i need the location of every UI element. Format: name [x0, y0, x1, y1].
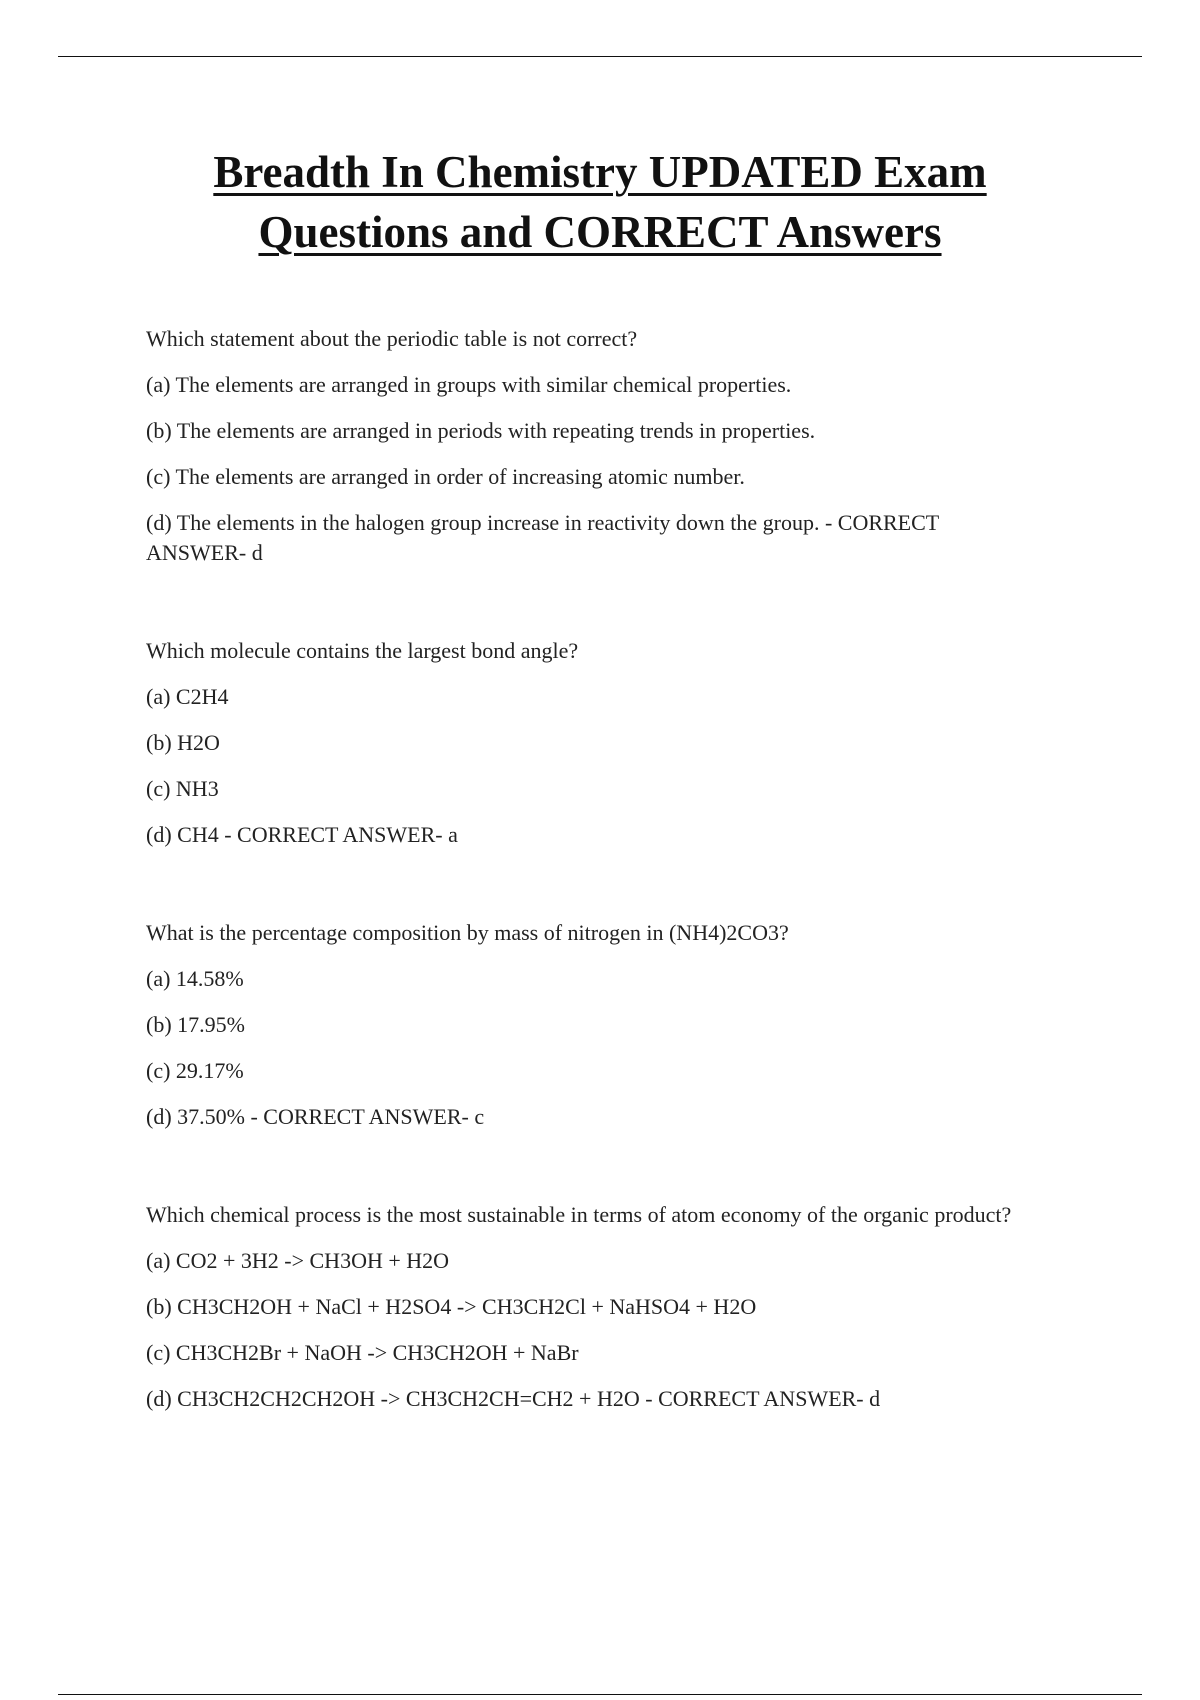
question-text: Which molecule contains the largest bond angle? — [146, 638, 579, 663]
option-d: (d) CH4 - CORRECT ANSWER- a — [146, 822, 458, 847]
option-d: (d) The elements in the halogen group increase in reactivity down the group. - CORRECT ANSWER- d — [146, 510, 939, 565]
option-b: (b) CH3CH2OH + NaCl + H2SO4 -> CH3CH2Cl + NaHSO4 + H2O — [146, 1294, 757, 1319]
option-d: (d) 37.50% - CORRECT ANSWER- c — [146, 1104, 485, 1129]
bottom-rule — [58, 1694, 1142, 1695]
option-c: (c) NH3 — [146, 776, 219, 801]
title-line-1: Breadth In Chemistry UPDATED Exam — [213, 147, 987, 197]
option-a: (a) C2H4 — [146, 684, 229, 709]
top-rule — [58, 56, 1142, 57]
question-text: What is the percentage composition by mass of nitrogen in (NH4)2CO3? — [146, 920, 789, 945]
question-list — [146, 324, 1036, 1478]
page-title — [0, 142, 1200, 262]
question-block-2 — [146, 636, 1036, 850]
option-a: (a) CO2 + 3H2 -> CH3OH + H2O — [146, 1248, 450, 1273]
option-a: (a) The elements are arranged in groups with similar chemical properties. — [146, 372, 792, 397]
question-block-4 — [146, 1200, 1036, 1414]
option-d: (d) CH3CH2CH2CH2OH -> CH3CH2CH=CH2 + H2O - CORRECT ANSWER- d — [146, 1386, 881, 1411]
option-b: (b) 17.95% — [146, 1012, 245, 1037]
option-c: (c) 29.17% — [146, 1058, 244, 1083]
option-a: (a) 14.58% — [146, 966, 244, 991]
question-block-1 — [146, 324, 1036, 568]
option-b: (b) H2O — [146, 730, 220, 755]
question-text: Which chemical process is the most sustainable in terms of atom economy of the organic product? — [146, 1202, 1012, 1227]
option-b: (b) The elements are arranged in periods with repeating trends in properties. — [146, 418, 816, 443]
question-text: Which statement about the periodic table is not correct? — [146, 326, 638, 351]
title-line-2: Questions and CORRECT Answers — [258, 207, 942, 257]
option-c: (c) The elements are arranged in order of increasing atomic number. — [146, 464, 745, 489]
question-block-3 — [146, 918, 1036, 1132]
option-c: (c) CH3CH2Br + NaOH -> CH3CH2OH + NaBr — [146, 1340, 579, 1365]
